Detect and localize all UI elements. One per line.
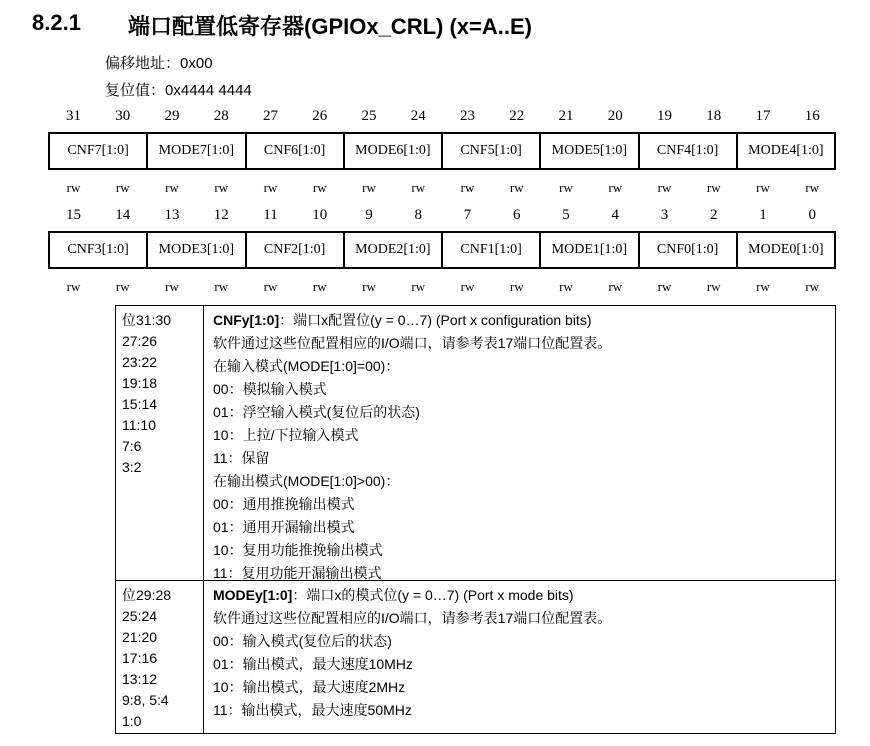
register-field: MODE1[1:0] bbox=[541, 233, 639, 267]
field-description bbox=[213, 309, 611, 585]
access-type: rw bbox=[509, 180, 524, 195]
description-line: 01：输出模式，最大速度10MHz bbox=[213, 656, 413, 672]
description-line: 在输入模式(MODE[1:0]=00)： bbox=[213, 358, 400, 374]
description-line: 11：复用功能开漏输出模式 bbox=[213, 565, 382, 581]
access-type: rw bbox=[362, 279, 376, 294]
register-field: MODE0[1:0] bbox=[748, 242, 824, 257]
access-type: rw bbox=[657, 180, 672, 195]
description-line: 10：上拉/下拉输入模式 bbox=[213, 427, 359, 443]
description-line bbox=[213, 309, 611, 332]
register-field: MODE3[1:0] bbox=[148, 233, 246, 267]
bit-range: 27:26 bbox=[122, 333, 158, 349]
register-field: CNF0[1:0] bbox=[640, 233, 738, 267]
access-type: rw bbox=[460, 279, 475, 294]
bit-range: 1:0 bbox=[122, 713, 142, 729]
access-type: rw bbox=[559, 180, 573, 195]
bit-number: 8 bbox=[414, 207, 422, 223]
bit-number: 3 bbox=[660, 207, 669, 223]
register-row-high bbox=[48, 132, 836, 170]
access-type: rw bbox=[115, 279, 130, 294]
bit-number: 4 bbox=[611, 207, 619, 223]
bit-number: 6 bbox=[513, 207, 521, 223]
offset-label: 偏移地址： bbox=[105, 55, 181, 72]
bit-range: 7:6 bbox=[122, 438, 142, 454]
description-line: 00：模拟输入模式 bbox=[213, 381, 327, 397]
description-row bbox=[116, 581, 835, 734]
description-line: 软件通过这些位配置相应的I/O端口，请参考表17端口位配置表。 bbox=[213, 335, 612, 351]
bit-range: 19:18 bbox=[122, 375, 158, 391]
bit-positions bbox=[122, 310, 171, 478]
register-field: CNF3[1:0] bbox=[50, 233, 148, 267]
bit-number: 24 bbox=[410, 108, 426, 124]
bit-number: 11 bbox=[263, 207, 278, 223]
register-field: CNF4[1:0] bbox=[640, 134, 738, 168]
access-type: rw bbox=[263, 180, 278, 195]
bit-number: 16 bbox=[804, 108, 820, 124]
register-field: CNF1[1:0] bbox=[443, 233, 541, 267]
access-type: rw bbox=[608, 180, 623, 195]
bit-number: 7 bbox=[463, 207, 472, 223]
field-summary: ：端口x配置位(y = 0…7) (Port x configuration bits) bbox=[279, 312, 592, 328]
access-type: rw bbox=[756, 279, 770, 294]
description-line: 11：输出模式，最大速度50MHz bbox=[213, 702, 412, 718]
access-type: rw bbox=[706, 279, 721, 294]
description-line: 软件通过这些位配置相应的I/O端口，请参考表17端口位配置表。 bbox=[213, 610, 612, 626]
access-type: rw bbox=[214, 180, 229, 195]
bit-range: 13:12 bbox=[122, 671, 158, 687]
access-type: rw bbox=[657, 279, 672, 294]
section-title: 端口配置低寄存器(GPIOx_CRL) (x=A..E) bbox=[128, 14, 532, 39]
access-type: rw bbox=[263, 279, 278, 294]
bit-description-table bbox=[115, 305, 836, 734]
description-row bbox=[116, 306, 835, 581]
bit-range: 9:8, 5:4 bbox=[122, 692, 169, 708]
access-type: rw bbox=[805, 279, 820, 294]
bit-number: 18 bbox=[706, 108, 722, 124]
description-line: 10：输出模式，最大速度2MHz bbox=[213, 679, 406, 695]
bit-range: 15:14 bbox=[122, 396, 158, 412]
register-field: MODE5[1:0] bbox=[541, 134, 639, 168]
reset-value-text: 0x4444 4444 bbox=[165, 82, 252, 99]
access-type: rw bbox=[805, 180, 820, 195]
register-field: CNF6[1:0] bbox=[247, 134, 345, 168]
access-type: rw bbox=[312, 279, 327, 294]
bit-positions bbox=[122, 585, 171, 732]
bit-number: 25 bbox=[361, 108, 377, 124]
bit-number: 12 bbox=[213, 207, 229, 223]
bit-range: 25:24 bbox=[122, 608, 158, 624]
bit-range: 17:16 bbox=[122, 650, 158, 666]
bit-range: 11:10 bbox=[122, 417, 156, 433]
access-type: rw bbox=[115, 180, 130, 195]
access-type: rw bbox=[66, 279, 81, 294]
access-type: rw bbox=[165, 279, 179, 294]
description-line: 01：通用开漏输出模式 bbox=[213, 519, 355, 535]
bit-number: 29 bbox=[164, 108, 180, 124]
bit-number: 2 bbox=[710, 207, 718, 223]
field-description bbox=[213, 584, 611, 722]
offset-value: 0x00 bbox=[180, 55, 213, 72]
access-type: rw bbox=[362, 180, 376, 195]
bit-range: 位31:30 bbox=[122, 312, 172, 328]
bit-number: 30 bbox=[115, 108, 131, 124]
bit-number: 26 bbox=[312, 108, 328, 124]
bit-number: 17 bbox=[755, 108, 771, 124]
bit-range: 23:22 bbox=[122, 354, 158, 370]
access-type: rw bbox=[214, 279, 229, 294]
bit-number: 1 bbox=[759, 207, 767, 223]
register-row-low bbox=[48, 231, 836, 269]
column-divider bbox=[203, 306, 204, 580]
bit-number: 0 bbox=[808, 207, 816, 223]
field-summary: ：端口x的模式位(y = 0…7) (Port x mode bits) bbox=[292, 587, 574, 603]
access-type: rw bbox=[411, 180, 426, 195]
register-field: CNF5[1:0] bbox=[443, 134, 541, 168]
bit-range: 3:2 bbox=[122, 459, 142, 475]
register-field: MODE2[1:0] bbox=[345, 233, 443, 267]
access-type: rw bbox=[460, 180, 475, 195]
bit-number: 13 bbox=[164, 207, 180, 223]
bit-number: 19 bbox=[657, 108, 672, 124]
bit-number: 28 bbox=[213, 108, 229, 124]
bit-range: 位29:28 bbox=[122, 587, 172, 603]
bit-number: 27 bbox=[263, 108, 278, 124]
section-number: 8.2.1 bbox=[32, 10, 81, 35]
description-line: 11：保留 bbox=[213, 450, 270, 466]
bit-number: 20 bbox=[607, 108, 623, 124]
access-type: rw bbox=[756, 180, 770, 195]
bit-number: 15 bbox=[66, 207, 81, 223]
bit-number: 5 bbox=[562, 207, 570, 223]
reset-value bbox=[105, 79, 252, 100]
access-type: rw bbox=[608, 279, 623, 294]
offset-address bbox=[105, 52, 213, 73]
access-type: rw bbox=[411, 279, 426, 294]
register-field: CNF2[1:0] bbox=[247, 233, 345, 267]
register-field: CNF7[1:0] bbox=[50, 134, 148, 168]
access-type: rw bbox=[509, 279, 524, 294]
access-type: rw bbox=[165, 180, 179, 195]
register-field: MODE6[1:0] bbox=[345, 134, 443, 168]
bit-number: 14 bbox=[115, 207, 131, 223]
description-line: 在输出模式(MODE[1:0]>00)： bbox=[213, 473, 400, 489]
bit-number: 31 bbox=[66, 108, 81, 124]
register-field: MODE4[1:0] bbox=[748, 143, 824, 158]
access-type: rw bbox=[66, 180, 81, 195]
description-line bbox=[213, 584, 611, 607]
description-line: 00：输入模式(复位后的状态) bbox=[213, 633, 392, 649]
bit-number: 22 bbox=[509, 108, 525, 124]
reset-label: 复位值： bbox=[105, 82, 166, 99]
field-name: CNFy[1:0] bbox=[213, 312, 280, 328]
bit-number: 23 bbox=[460, 108, 475, 124]
column-divider bbox=[203, 581, 204, 733]
field-name: MODEy[1:0] bbox=[213, 587, 293, 603]
description-line: 01：浮空输入模式(复位后的状态) bbox=[213, 404, 420, 420]
bit-number: 9 bbox=[365, 207, 373, 223]
access-type: rw bbox=[312, 180, 327, 195]
bit-range: 21:20 bbox=[122, 629, 158, 645]
access-type: rw bbox=[559, 279, 573, 294]
description-line: 00：通用推挽输出模式 bbox=[213, 496, 355, 512]
description-line: 10：复用功能推挽输出模式 bbox=[213, 542, 383, 558]
access-type: rw bbox=[706, 180, 721, 195]
bit-number: 21 bbox=[558, 108, 574, 124]
bit-number: 10 bbox=[312, 207, 328, 223]
register-field: MODE7[1:0] bbox=[148, 134, 246, 168]
